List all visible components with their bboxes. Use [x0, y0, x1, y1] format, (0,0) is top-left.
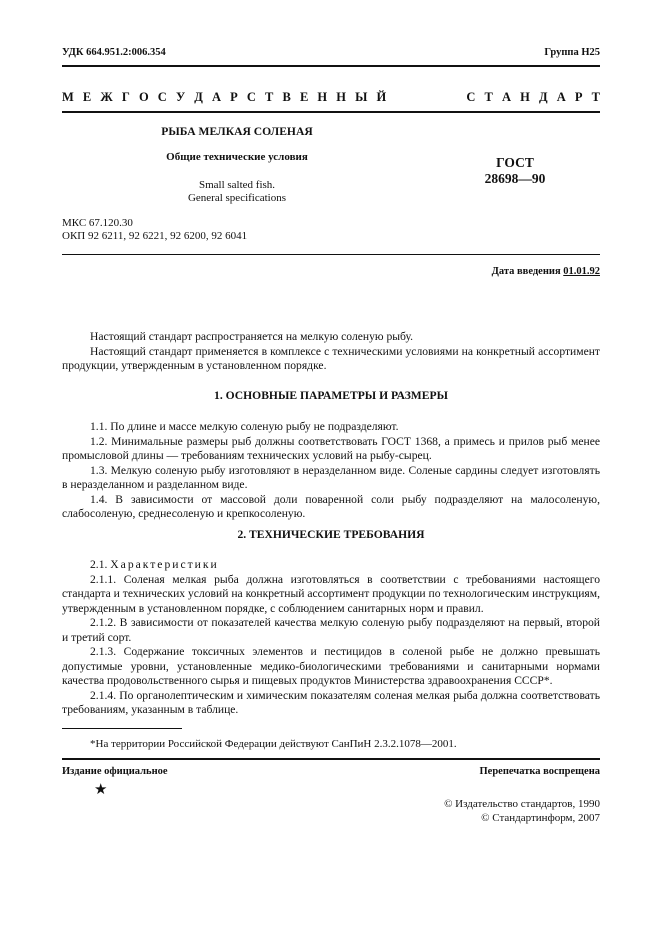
section-1-paragraph: 1.2. Минимальные размеры рыб должны соответствовать ГОСТ 1368, а примесь и прилов рыб менее промысловой длины — требованиям технических условий на рыбу-сырец.: [62, 434, 600, 462]
title-english-1: Small salted fish.: [198, 179, 276, 191]
gost-label: ГОСТ: [496, 155, 534, 170]
reprint-notice: Перепечатка воспрещена: [479, 766, 600, 777]
section-1-body: [62, 420, 600, 522]
footnote-rule: [62, 728, 182, 729]
section-1-paragraph: 1.3. Мелкую соленую рыбу изготовляют в неразделанном виде. Соленые сардины следует изготовлять в неразделанном и разделанном виде.: [62, 463, 600, 491]
section-1-heading: 1. ОСНОВНЫЕ ПАРАМЕТРЫ И РАЗМЕРЫ: [214, 389, 448, 402]
subsection-number: 2.1.: [90, 558, 108, 571]
copyright-1990: © Издательство стандартов, 1990: [444, 798, 600, 810]
intro-date: [492, 266, 600, 277]
official-edition: Издание официальное: [62, 766, 168, 777]
section-2-heading: 2. ТЕХНИЧЕСКИЕ ТРЕБОВАНИЯ: [237, 528, 425, 541]
section-2-body: [62, 558, 600, 718]
subsection-2-1-title: [62, 558, 600, 573]
mks-code: МКС 67.120.30: [62, 217, 133, 229]
footer-rule: [62, 758, 600, 760]
star-icon: ★: [94, 780, 108, 798]
preamble-paragraph: Настоящий стандарт применяется в комплексе с техническими условиями на конкретный ассортимент продукции, утвержденным в установленном порядке.: [62, 344, 600, 372]
section-2-paragraph: 2.1.4. По органолептическим и химическим показателям соленая мелкая рыба должна соответствовать требованиям, указанным в таблице.: [62, 688, 600, 716]
group-code: Группа Н25: [544, 47, 600, 58]
section-1-paragraph: 1.4. В зависимости от массовой доли поваренной соли рыбу подразделяют на малосоленую, слабосоленую, среднесоленую и крепкосоленую.: [62, 492, 600, 520]
standard-banner: [62, 90, 600, 105]
udk-code: УДК 664.951.2:006.354: [62, 47, 166, 58]
preamble: [62, 330, 600, 374]
codes-rule: [62, 254, 600, 255]
document-subtitle: Общие технические условия: [166, 151, 308, 163]
banner-interstate: М Е Ж Г О С У Д А Р С Т В Е Н Н Ы Й: [62, 90, 387, 104]
preamble-paragraph: Настоящий стандарт распространяется на мелкую соленую рыбу.: [90, 330, 414, 343]
section-2-paragraph: 2.1.1. Соленая мелкая рыба должна изготовляться в соответствии с требованиями настоящего стандарта и технических условий на конкретный ассортимент продукции по технологическим инструкциям, утвержденным в установленном порядке, с соблюдением санитарных норм и правил.: [62, 572, 600, 615]
title-english-2: General specifications: [187, 192, 287, 204]
banner-standard: С Т А Н Д А Р Т: [466, 90, 600, 104]
footnote: *На территории Российской Федерации действуют СанПиН 2.3.2.1078—2001.: [90, 738, 457, 750]
document-title: РЫБА МЕЛКАЯ СОЛЕНАЯ: [161, 125, 313, 138]
intro-date-label: Дата введения: [491, 266, 561, 277]
section-1-paragraph: 1.1. По длине и массе мелкую соленую рыбу не подразделяют.: [90, 420, 399, 433]
copyright-2007: © Стандартинформ, 2007: [481, 812, 600, 824]
top-rule: [62, 65, 600, 67]
section-2-paragraph: 2.1.2. В зависимости от показателей качества мелкую соленую рыбу подразделяют на первый, второй и третий сорт.: [62, 616, 600, 644]
gost-number: 28698—90: [484, 171, 546, 186]
subsection-title: Характеристики: [110, 558, 219, 571]
intro-date-value: 01.01.92: [563, 266, 600, 277]
banner-rule: [62, 111, 600, 113]
section-2-paragraph: 2.1.3. Содержание токсичных элементов и пестицидов в соленой рыбе не должно превышать допустимые уровни, установленные медико-биологическими требованиями и санитарными нормами качества продовольственного сырья и пищевых продуктов Министерства здравоохранения СССР*.: [62, 645, 600, 687]
okp-code: ОКП 92 6211, 92 6221, 92 6200, 92 6041: [62, 230, 248, 242]
